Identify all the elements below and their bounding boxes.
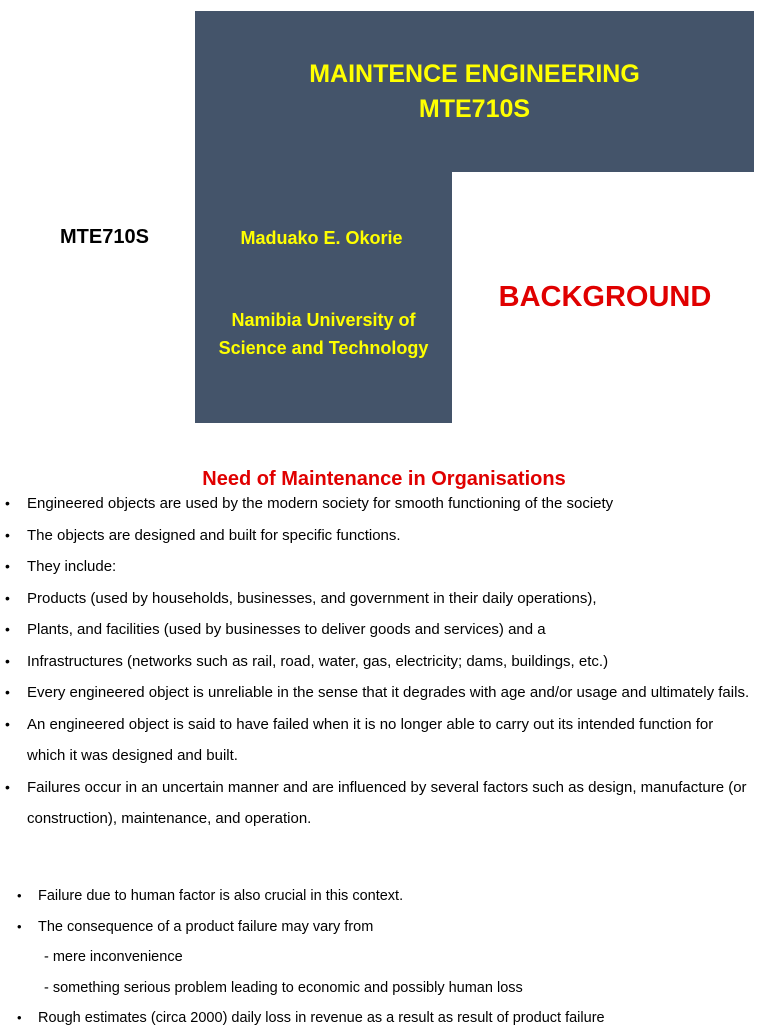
university-line1: Namibia University of: [231, 310, 416, 330]
document-heading: Need of Maintenance in Organisations: [202, 468, 566, 490]
author-name: Maduako E. Okorie: [240, 228, 403, 248]
list-item: • An engineered object is said to have failed when it is no longer able to carry out its intended function for which it was designed and built.: [0, 709, 768, 772]
list-item: • The consequence of a product failure may vary from: [0, 912, 768, 943]
list-item: • Failures occur in an uncertain manner and are influenced by several factors such as design, manufacture (or construction), maintenance, and operation.: [0, 772, 768, 835]
sub-list-item: - mere inconvenience: [44, 949, 183, 965]
title-block-left: [195, 170, 452, 423]
list-item: • Every engineered object is unreliable in the sense that it degrades with age and/or usage and ultimately fails.: [0, 677, 768, 709]
list-item: • They include:: [0, 551, 768, 583]
list-item: • Plants, and facilities (used by businesses to deliver goods and services) and a: [0, 614, 768, 646]
sub-list-item: - something serious problem leading to economic and possibly human loss: [44, 979, 523, 996]
list-item: • Infrastructures (networks such as rail, road, water, gas, electricity; dams, buildings, etc.): [0, 646, 768, 678]
course-title-line1: MAINTENCE ENGINEERING: [309, 60, 640, 88]
course-title: [195, 57, 754, 127]
title-slide: [0, 0, 768, 430]
bullet-list: [0, 488, 768, 835]
list-item: • Failure due to human factor is also crucial in this context.: [0, 881, 768, 912]
list-item: • Rough estimates (circa 2000) daily loss in revenue as a result as result of product failure: [0, 1003, 768, 1034]
bullet-list-secondary: [0, 881, 768, 1034]
list-item: • The objects are designed and built for specific functions.: [0, 520, 768, 552]
university-line2: Science and Technology: [218, 338, 429, 358]
list-item: • Products (used by households, businesses, and government in their daily operations),: [0, 583, 768, 615]
course-title-line2: MTE710S: [418, 95, 531, 123]
university-name: [195, 306, 452, 362]
list-item: • Engineered objects are used by the modern society for smooth functioning of the society: [0, 488, 768, 520]
course-code: MTE710S: [60, 226, 149, 248]
section-label: BACKGROUND: [498, 281, 712, 313]
